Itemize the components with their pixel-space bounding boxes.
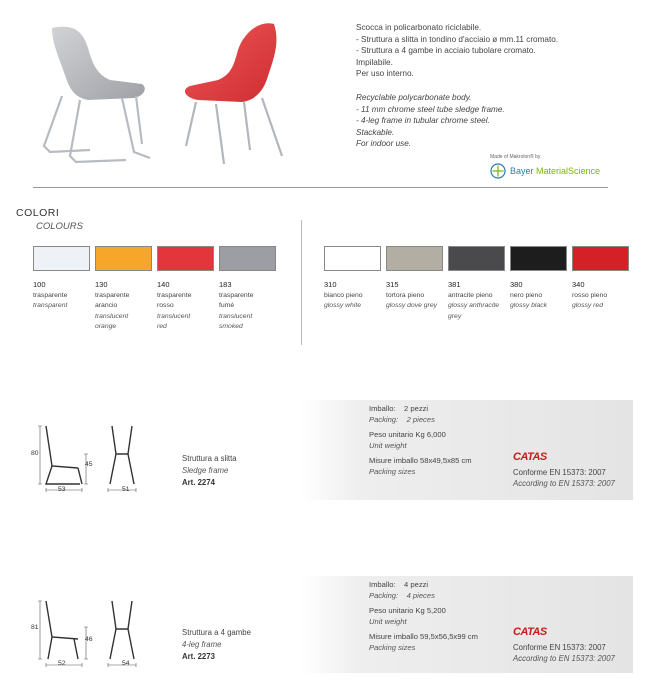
- conformity-four-leg: Conforme EN 15373: 2007 According to EN 15373: 2007: [513, 643, 615, 663]
- packing-info-sledge: Imballo: 2 pezzi Packing: 2 pieces Peso unitario Kg 6,000 Unit weight Misure imballo 58x49,5x85 cm Packing sizes: [369, 404, 472, 476]
- dim-height: 81: [31, 624, 39, 631]
- swatch-label: 315 tortora pieno glossy dove grey: [386, 280, 438, 309]
- swatch-380: [510, 246, 567, 271]
- dim-depth: 53: [58, 486, 66, 493]
- desc-it-line: - Struttura a slitta in tondino d'acciaio ø mm.11 cromato.: [356, 34, 559, 44]
- grey-sledge-chair: [44, 27, 150, 162]
- swatch-340: [572, 246, 629, 271]
- frame-info-four-leg: Struttura a 4 gambe 4-leg frame Art. 2273: [182, 628, 251, 661]
- bayer-logo: [490, 163, 600, 179]
- swatch-label: 340 rosso pieno glossy red: [572, 280, 608, 309]
- swatch-label: 310 bianco pieno glossy white: [324, 280, 363, 309]
- desc-en-line: Recyclable polycarbonate body.: [356, 92, 472, 102]
- swatch-310: [324, 246, 381, 271]
- horizontal-divider: [33, 187, 608, 188]
- desc-it-line: Scocca in policarbonato riciclabile.: [356, 23, 482, 32]
- dim-depth: 52: [58, 660, 66, 667]
- made-of-makrolon: Made of Makrolon® by: [490, 154, 541, 160]
- swatch-label: 100 trasparente transparent: [33, 280, 68, 309]
- swatch-label: 380 nero pieno glossy black: [510, 280, 548, 309]
- sledge-frame-drawing: [28, 420, 158, 500]
- colours-title: COLORI: [16, 207, 60, 219]
- bayer-cross-icon: [490, 163, 506, 179]
- swatch-183: [219, 246, 276, 271]
- product-description: [356, 22, 636, 150]
- desc-en-line: For indoor use.: [356, 139, 412, 149]
- desc-en-line: - 4-leg frame in tubular chrome steel.: [356, 116, 490, 126]
- swatch-315: [386, 246, 443, 271]
- dim-height: 80: [31, 450, 39, 457]
- swatch-label: 183 trasparente fumé translucent smoked: [219, 280, 254, 330]
- desc-en-line: - 11 mm chrome steel tube sledge frame.: [356, 104, 505, 114]
- swatch-100: [33, 246, 90, 271]
- catas-logo: CATAS: [513, 451, 547, 463]
- catas-logo: CATAS: [513, 626, 547, 638]
- desc-en-line: Stackable.: [356, 127, 395, 137]
- four-leg-frame-drawing: [28, 597, 158, 675]
- colours-divider: [301, 220, 302, 345]
- dim-seat-height: 46: [85, 636, 93, 643]
- swatch-label: 381 antracite pieno glossy anthracite grey: [448, 280, 500, 320]
- swatch-label: 130 trasparente arancio translucent orange: [95, 280, 130, 330]
- product-photo: [30, 18, 300, 168]
- conformity-sledge: Conforme EN 15373: 2007 According to EN 15373: 2007: [513, 468, 615, 488]
- desc-it-line: Impilabile.: [356, 57, 393, 67]
- swatch-label: 140 trasparente rosso translucent red: [157, 280, 192, 330]
- bayer-name: Bayer MaterialScience: [510, 166, 601, 176]
- dim-seat-height: 45: [85, 461, 93, 468]
- frame-info-sledge: Struttura a slitta Sledge frame Art. 2274: [182, 454, 237, 487]
- dim-width: 51: [122, 486, 130, 493]
- swatch-140: [157, 246, 214, 271]
- desc-it-line: - Struttura a 4 gambe in acciaio tubolare cromato.: [356, 46, 536, 56]
- dim-width: 54: [122, 660, 130, 667]
- colours-subtitle: COLOURS: [36, 221, 83, 232]
- desc-it-line: Per uso interno.: [356, 69, 414, 79]
- red-four-leg-chair: [185, 23, 282, 164]
- swatch-130: [95, 246, 152, 271]
- swatch-381: [448, 246, 505, 271]
- packing-info-four-leg: Imballo: 4 pezzi Packing: 4 pieces Peso unitario Kg 5,200 Unit weight Misure imballo 59,5x56,5x99 cm Packing sizes: [369, 580, 478, 652]
